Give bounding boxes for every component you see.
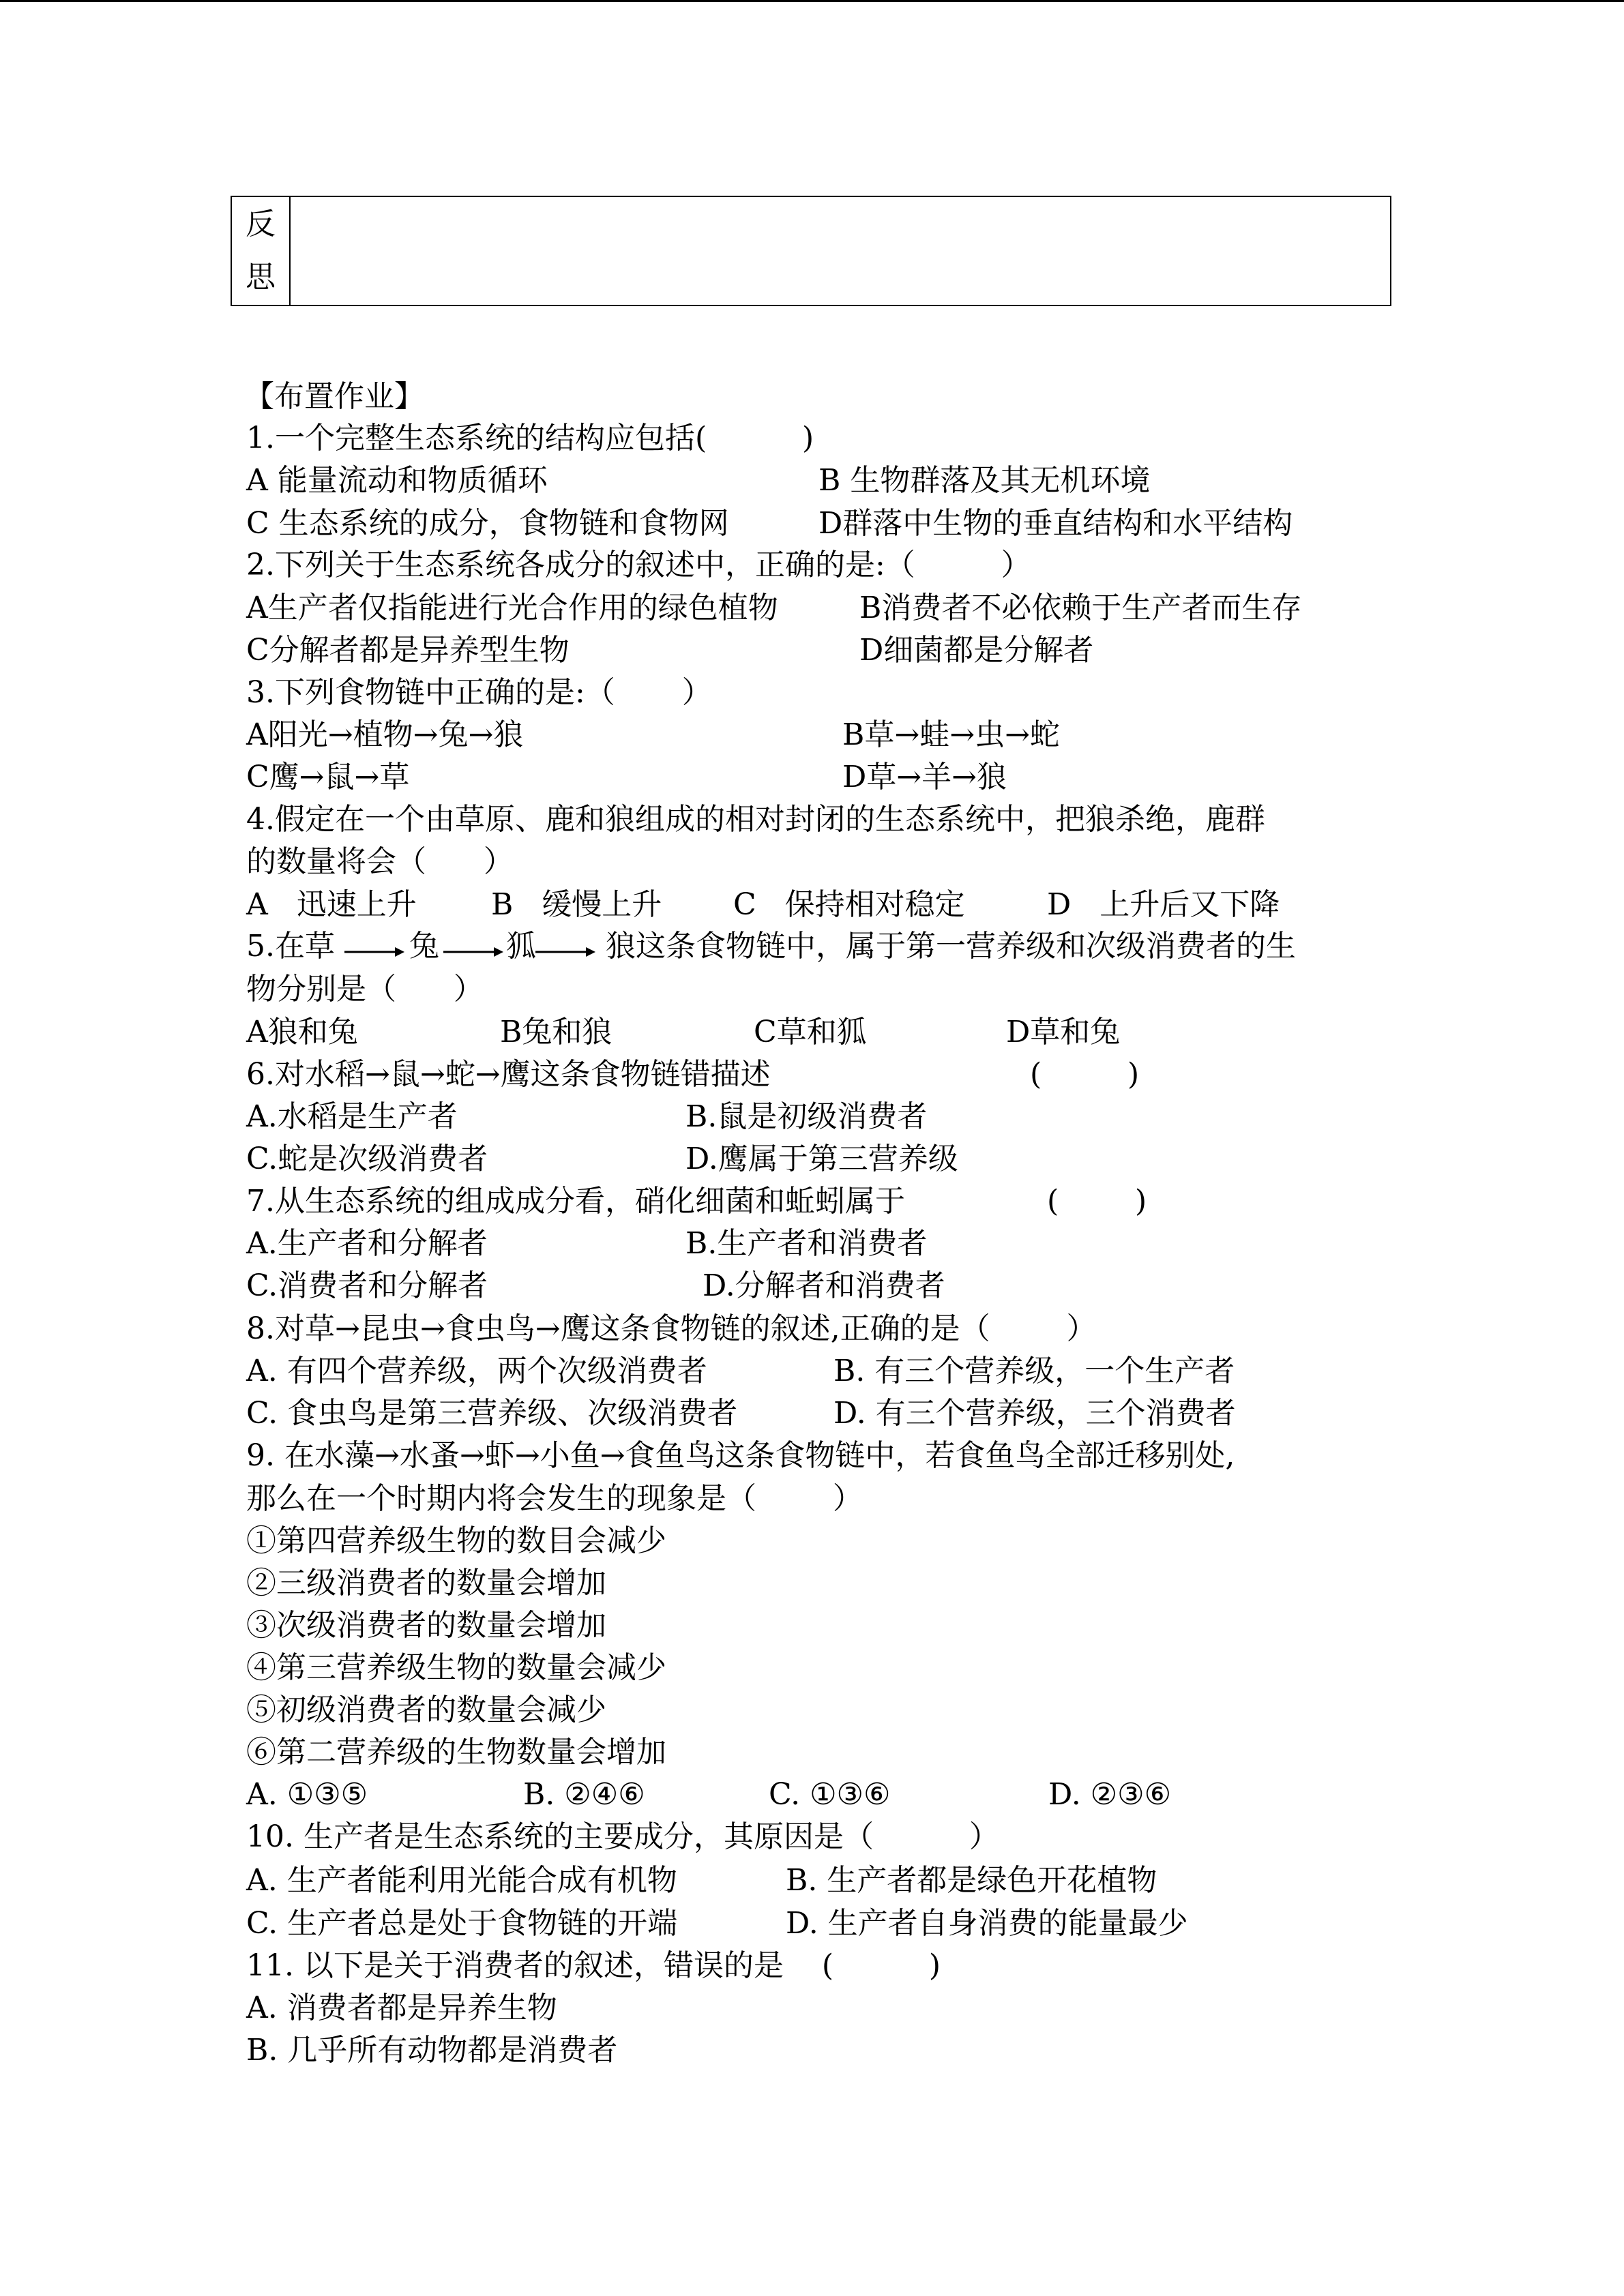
q3-option-a: A阳光→植物→兔→狼 [246, 717, 524, 752]
q5-option-d: D草和兔 [1006, 1015, 1121, 1049]
q11-option-a: A. 消费者都是异养生物 [246, 1991, 557, 2025]
homework-heading: 【布置作业】 [244, 379, 424, 414]
q9-statement: ①第四营养级生物的数目会减少 [246, 1523, 666, 1558]
q8-stem: 8.对草→昆虫→食虫鸟→鹰这条食物链的叙述,正确的是（ ） [246, 1311, 1097, 1346]
reflection-label [232, 197, 291, 305]
q10-option-d: D. 生产者自身消费的能量最少 [786, 1906, 1188, 1941]
food-chain-arrow-icon [343, 944, 406, 959]
q9-statement: ⑥第二营养级的生物数量会增加 [246, 1735, 666, 1770]
q10-option-b: B. 生产者都是绿色开花植物 [786, 1863, 1157, 1898]
q2-stem: 2.下列关于生态系统各成分的叙述中，正确的是:（ ） [246, 548, 1031, 582]
q7-option-c: C.消费者和分解者 [246, 1268, 488, 1303]
q9-option-b: B. ②④⑥ [523, 1777, 645, 1812]
q9-option-a: A. ①③⑤ [246, 1777, 368, 1812]
q6-option-c: C.蛇是次级消费者 [246, 1142, 488, 1176]
q2-option-b: B消费者不必依赖于生产者而生存 [859, 591, 1302, 625]
q9-stem-line1: 9. 在水藻→水蚤→虾→小鱼→食鱼鸟这条食物链中，若食鱼鸟全部迁移别处, [246, 1438, 1235, 1473]
food-chain-arrow-icon [534, 944, 597, 959]
q9-statement: ⑤初级消费者的数量会减少 [246, 1693, 606, 1727]
q9-statement: ②三级消费者的数量会增加 [246, 1566, 606, 1600]
q4-stem-line1: 4.假定在一个由草原、鹿和狼组成的相对封闭的生态系统中，把狼杀绝，鹿群 [246, 802, 1265, 837]
q5-option-b: B兔和狼 [500, 1015, 612, 1049]
q3-option-b: B草→蛙→虫→蛇 [842, 717, 1060, 752]
q8-option-a: A. 有四个营养级，两个次级消费者 [246, 1354, 707, 1388]
q11-stem: 11. 以下是关于消费者的叙述，错误的是 ( ) [246, 1948, 941, 1983]
q7-option-d: D.分解者和消费者 [703, 1268, 945, 1303]
q7-option-a: A.生产者和分解者 [246, 1226, 488, 1261]
q5-stem-part1: 5.在草 [246, 929, 335, 964]
q5-option-a: A狼和兔 [246, 1015, 358, 1049]
food-chain-arrow-icon [442, 944, 505, 959]
q5-stem-part2: 狼这条食物链中，属于第一营养级和次级消费者的生 [606, 929, 1296, 964]
q9-stem-line2: 那么在一个时期内将会发生的现象是（ ） [246, 1481, 863, 1516]
q6-option-a: A.水稻是生产者 [246, 1099, 458, 1134]
q2-option-c: C分解者都是异养型生物 [246, 633, 570, 668]
q7-option-b: B.生产者和消费者 [685, 1226, 928, 1261]
q4-option-b: B 缓慢上升 [491, 887, 662, 922]
q3-stem: 3.下列食物链中正确的是:（ ） [246, 675, 712, 710]
q9-option-c: C. ①③⑥ [769, 1777, 891, 1812]
q2-option-d: D细菌都是分解者 [859, 633, 1094, 668]
q6-stem: 6.对水稻→鼠→蛇→鹰这条食物链错描述 [246, 1057, 771, 1092]
q10-option-a: A. 生产者能利用光能合成有机物 [246, 1863, 677, 1898]
q9-statement: ③次级消费者的数量会增加 [246, 1608, 606, 1643]
q2-option-a: A生产者仅指能进行光合作用的绿色植物 [246, 591, 778, 625]
q10-option-c: C. 生产者总是处于食物链的开端 [246, 1906, 678, 1941]
q3-option-d: D草→羊→狼 [842, 760, 1007, 794]
reflection-label-char: 反 [246, 207, 276, 241]
q1-option-c: C 生态系统的成分，食物链和食物网 [246, 506, 729, 541]
q1-stem: 1.一个完整生态系统的结构应包括( ) [246, 421, 814, 456]
q3-option-c: C鹰→鼠→草 [246, 760, 410, 794]
q8-option-c: C. 食虫鸟是第三营养级、次级消费者 [246, 1396, 738, 1431]
q1-option-a: A 能量流动和物质循环 [246, 463, 548, 498]
q5-option-c: C草和狐 [754, 1015, 867, 1049]
q5-stem-word-fox: 狐 [506, 929, 536, 964]
q4-option-a: A 迅速上升 [246, 887, 417, 922]
q1-option-d: D群落中生物的垂直结构和水平结构 [818, 506, 1293, 541]
q4-option-d: D 上升后又下降 [1047, 887, 1280, 922]
q1-option-b: B 生物群落及其无机环境 [818, 463, 1151, 498]
q7-answer-paren: ( ) [1047, 1184, 1147, 1219]
reflection-label-char: 思 [246, 260, 276, 295]
q10-stem: 10. 生产者是生态系统的主要成分，其原因是（ ） [246, 1819, 999, 1854]
q6-answer-paren: ( ) [1030, 1057, 1140, 1092]
q5-stem-word-rabbit: 兔 [409, 929, 439, 964]
q9-statement: ④第三营养级生物的数量会减少 [246, 1650, 666, 1685]
q7-stem: 7.从生态系统的组成成分看，硝化细菌和蚯蚓属于 [246, 1184, 905, 1219]
q4-option-c: C 保持相对稳定 [733, 887, 965, 922]
q6-option-d: D.鹰属于第三营养级 [685, 1142, 958, 1176]
q5-stem-line2: 物分别是（ ） [246, 972, 484, 1007]
page-top-border [0, 0, 1624, 2]
q8-option-b: B. 有三个营养级，一个生产者 [833, 1354, 1235, 1388]
q8-option-d: D. 有三个营养级，三个消费者 [833, 1396, 1236, 1431]
q6-option-b: B.鼠是初级消费者 [685, 1099, 928, 1134]
q11-option-b: B. 几乎所有动物都是消费者 [246, 2033, 618, 2068]
q9-option-d: D. ②③⑥ [1048, 1777, 1172, 1812]
reflection-table [231, 196, 1391, 306]
q4-stem-line2: 的数量将会（ ） [246, 844, 514, 879]
reflection-content-cell [291, 197, 1390, 305]
